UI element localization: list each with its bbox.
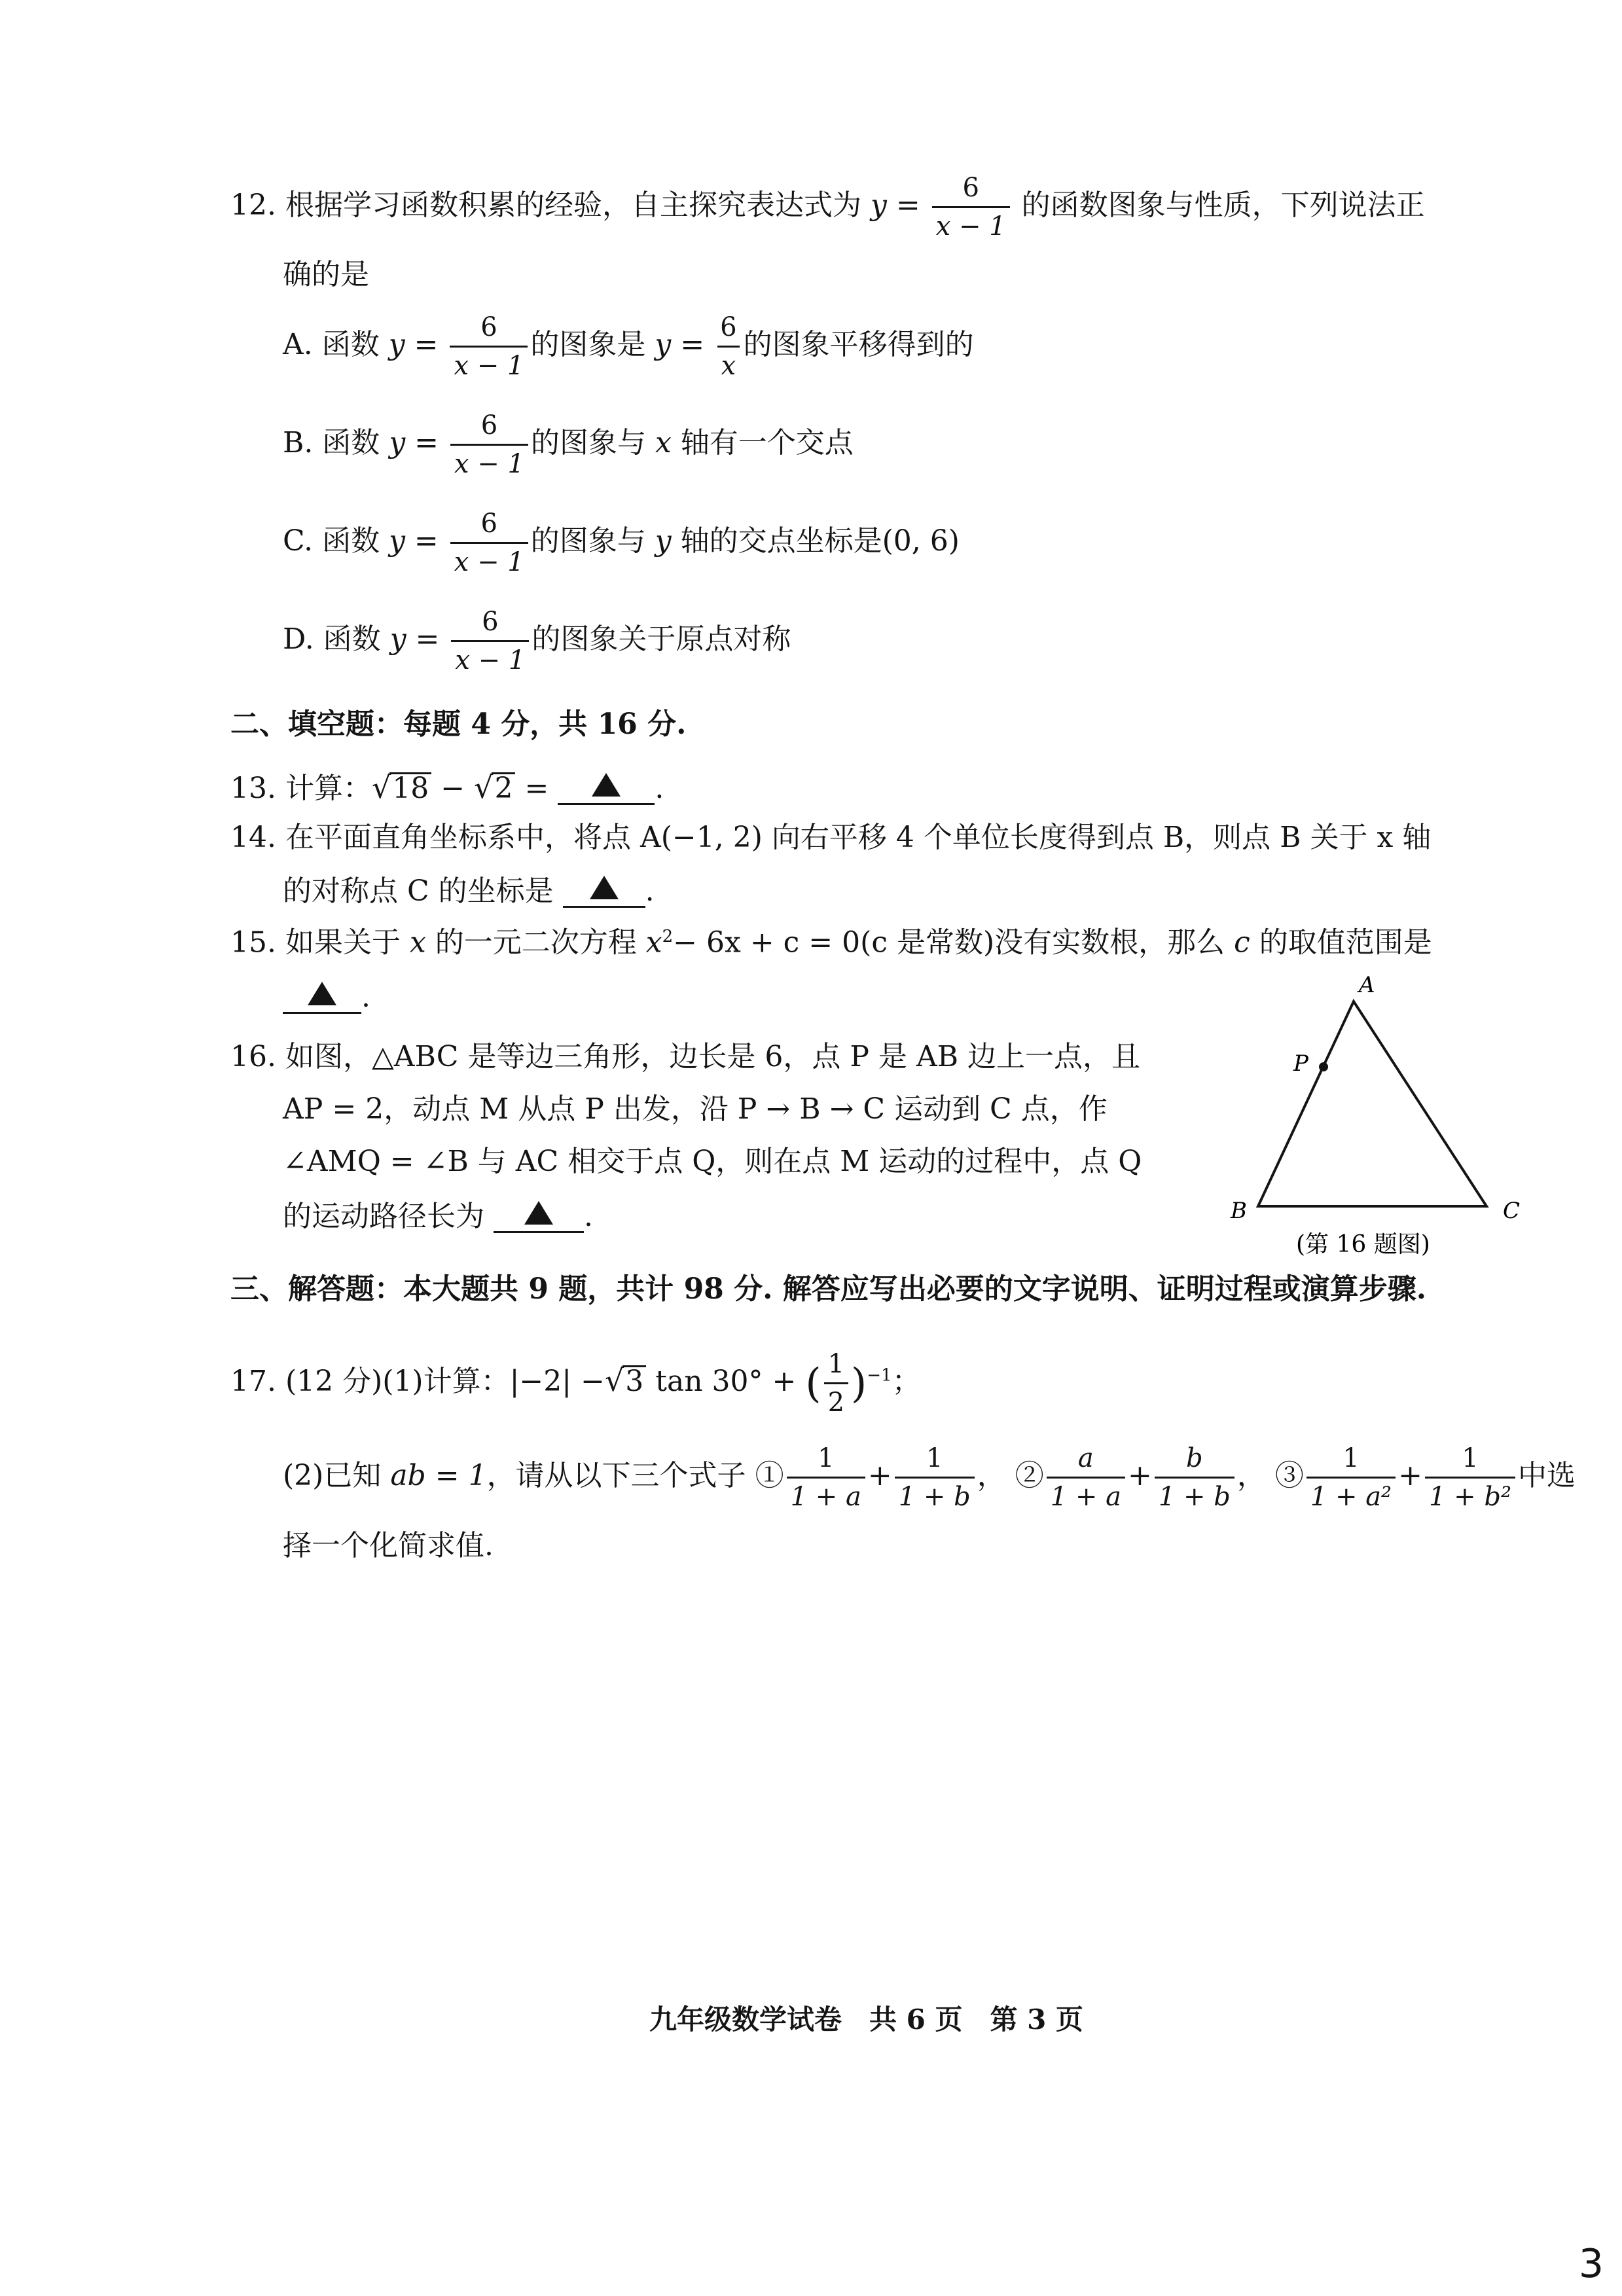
sqrt-2: √ 2 [474, 772, 515, 803]
comma: ， [977, 1459, 1006, 1492]
expr-1-fraction-b [895, 1444, 975, 1511]
q17-text: 17. (12 分)(1)计算：|−2| − [230, 1365, 605, 1398]
q16-line-4 [283, 1201, 593, 1233]
period: . [645, 874, 655, 908]
option-y: y = [389, 622, 440, 656]
q17-text-2: tan 30° + [655, 1365, 797, 1398]
triangle-marker-icon [524, 1201, 553, 1225]
q15-eq-rest: − 6x + c = 0(c 是常数)没有实数根，那么 [673, 925, 1225, 960]
option-text: 的图象与 [530, 426, 646, 459]
plus-sign: + [867, 1459, 892, 1492]
numerator: 1 [926, 1443, 943, 1473]
q15-var: x [409, 925, 426, 960]
q17-part-1: 17. (12 分)(1)计算：|−2| − √ 3 tan 30° + ( $\frac{1}{2}$ )$^{-1}$； [230, 1349, 921, 1418]
q15-text-3: 的取值范围是 [1259, 925, 1432, 960]
option-text-2: 的图象平移得到的 [743, 328, 974, 361]
q15-text-2: 的一元二次方程 [435, 925, 637, 960]
q16-text: 的运动路径长为 [283, 1200, 484, 1233]
numerator: 6 [480, 410, 498, 440]
q12-stem-text: 12. 根据学习函数积累的经验，自主探究表达式为 [230, 188, 861, 222]
denominator: 1 + b [1155, 1477, 1235, 1511]
radicand: 2 [492, 772, 515, 803]
q12-option-c [283, 509, 960, 577]
triangle-marker-icon [590, 876, 619, 899]
option-text-2: 轴有一个交点 [680, 426, 854, 459]
option-text-2: 轴的交点坐标是(0, 6) [680, 524, 960, 558]
plus-sign: + [1127, 1459, 1152, 1492]
period: . [361, 980, 370, 1014]
triangle-abc [1258, 1001, 1487, 1206]
q17-condition: ab = 1 [390, 1459, 487, 1492]
q16-line-2: AP = 2，动点 M 从点 P 出发，沿 P → B → C 运动到 C 点，作 [283, 1092, 1108, 1126]
answer-blank[interactable] [563, 876, 645, 908]
q17-text: (2)已知 [283, 1459, 382, 1492]
circled-three: ③ [1274, 1459, 1304, 1492]
q12-numerator: 6 [962, 173, 979, 203]
q12-stem-cont: 确的是 [283, 258, 369, 291]
denominator: 1 + a² [1307, 1477, 1396, 1511]
option-fraction [450, 313, 528, 380]
q12-option-b [283, 411, 854, 478]
expr-1-fraction-a [787, 1444, 865, 1511]
label-b: B [1231, 1198, 1247, 1224]
label-a: A [1359, 972, 1375, 998]
label-c: C [1503, 1198, 1521, 1224]
denominator: x − 1 [450, 346, 528, 380]
q15-text: 15. 如果关于 [230, 925, 401, 960]
circled-two: ② [1015, 1459, 1044, 1492]
option-text: 的图象关于原点对称 [532, 622, 791, 656]
numerator: 1 [827, 1349, 845, 1379]
answer-blank[interactable] [283, 982, 361, 1014]
q17-text-2: ，请从以下三个式子 [486, 1459, 746, 1492]
numerator: b [1186, 1443, 1203, 1473]
denominator: 1 + a [787, 1477, 865, 1511]
plus-sign: + [1398, 1459, 1422, 1492]
q16-line-1: 16. 如图，△ABC 是等边三角形，边长是 6，点 P 是 AB 边上一点，且 [230, 1040, 1141, 1073]
expr-2-fraction-b [1155, 1444, 1235, 1511]
section-2-heading: 二、填空题：每题 4 分，共 16 分. [230, 708, 687, 741]
option-var: x [655, 426, 672, 459]
page-number: 3 [1578, 2241, 1604, 2287]
numerator: 6 [480, 312, 497, 342]
sqrt-18: √ 18 [372, 772, 431, 803]
denominator: x − 1 [450, 444, 528, 478]
option-fraction [450, 411, 528, 478]
q17-text-3: 中选 [1518, 1459, 1576, 1492]
expr-3-fraction-b [1425, 1444, 1515, 1511]
q14-line-1: 14. 在平面直角坐标系中，将点 A(−1, 2) 向右平移 4 个单位长度得到点 B，则点 B 关于 x 轴 [230, 821, 1432, 854]
answer-blank[interactable] [494, 1201, 584, 1233]
q15-square: 2 [662, 927, 674, 946]
label-p: P [1293, 1050, 1308, 1077]
option-y: y = [388, 328, 439, 361]
numerator: 6 [720, 312, 737, 342]
period: . [655, 772, 664, 805]
minus-sign: − [441, 772, 465, 805]
sqrt-3: √ 3 [605, 1365, 646, 1396]
option-y: y = [389, 426, 439, 459]
option-label: C. 函数 [283, 524, 380, 558]
q12-fraction [932, 173, 1010, 241]
denominator: 2 [824, 1382, 848, 1417]
q15-var-c: c [1234, 925, 1250, 960]
triangle-marker-icon [308, 982, 336, 1005]
numerator: 6 [482, 607, 499, 637]
semicolon: ； [892, 1365, 921, 1398]
point-p-marker [1319, 1062, 1328, 1071]
q17-part-2-cont: 择一个化简求值. [283, 1529, 494, 1562]
q12-denominator: x − 1 [932, 206, 1010, 241]
option-label: A. 函数 [283, 328, 380, 361]
q16-figure [1204, 969, 1545, 1270]
q13-label: 13. 计算： [230, 772, 372, 805]
option-fraction [451, 607, 529, 675]
period: . [584, 1200, 593, 1233]
option-label: D. 函数 [283, 622, 381, 656]
option-text: 的图象是 [530, 328, 646, 361]
option-y2: y = [655, 328, 705, 361]
denominator: x − 1 [451, 640, 529, 675]
option-var: y [655, 524, 672, 558]
answer-blank[interactable] [558, 773, 655, 805]
q17-part-2 [283, 1444, 1576, 1511]
q16-line-3: ∠AMQ = ∠B 与 AC 相交于点 Q，则在点 M 运动的过程中，点 Q [283, 1145, 1142, 1178]
q12-option-d [283, 607, 791, 675]
q12-option-a [283, 313, 974, 380]
page-footer: 九年级数学试卷 共 6 页 第 3 页 [649, 2003, 1083, 2036]
q15-line-2 [283, 982, 370, 1014]
circled-one: ① [755, 1459, 784, 1492]
numerator: 1 [1462, 1443, 1479, 1473]
option-y: y = [389, 524, 439, 558]
option-text: 的图象与 [530, 524, 646, 558]
expr-2-fraction-a [1047, 1444, 1125, 1511]
q14-line-2 [283, 876, 655, 908]
option-label: B. 函数 [283, 426, 380, 459]
q15-eq-x: x [645, 925, 662, 960]
q12-stem [230, 173, 1425, 241]
denominator: 1 + a [1047, 1477, 1125, 1511]
q13 [230, 772, 664, 805]
numerator: a [1077, 1443, 1094, 1473]
q12-stem-text-2: 的函数图象与性质，下列说法正 [1021, 188, 1425, 222]
equals-sign: = [524, 772, 549, 805]
figure-caption: (第 16 题图) [1296, 1231, 1430, 1258]
radicand: 3 [622, 1365, 646, 1396]
denominator: 1 + b [895, 1477, 975, 1511]
exponent: −1 [867, 1365, 892, 1386]
numerator: 6 [480, 509, 497, 539]
triangle-marker-icon [592, 773, 621, 797]
denominator: x − 1 [450, 542, 528, 577]
q14-text: 的对称点 C 的坐标是 [283, 874, 554, 908]
option-fraction [450, 509, 528, 577]
comma: ， [1236, 1459, 1266, 1492]
numerator: 1 [817, 1443, 835, 1473]
expr-3-fraction-a [1307, 1444, 1396, 1511]
q15-line-1 [230, 925, 1432, 960]
option-fraction-2 [716, 313, 740, 380]
radicand: 18 [389, 772, 431, 803]
denominator: x [717, 346, 740, 380]
q12-y: y = [870, 188, 920, 222]
denominator: 1 + b² [1425, 1477, 1515, 1511]
numerator: 1 [1343, 1443, 1360, 1473]
half-fraction [824, 1350, 848, 1417]
section-3-heading: 三、解答题：本大题共 9 题，共计 98 分. 解答应写出必要的文字说明、证明过程或演算步骤. [230, 1272, 1427, 1306]
